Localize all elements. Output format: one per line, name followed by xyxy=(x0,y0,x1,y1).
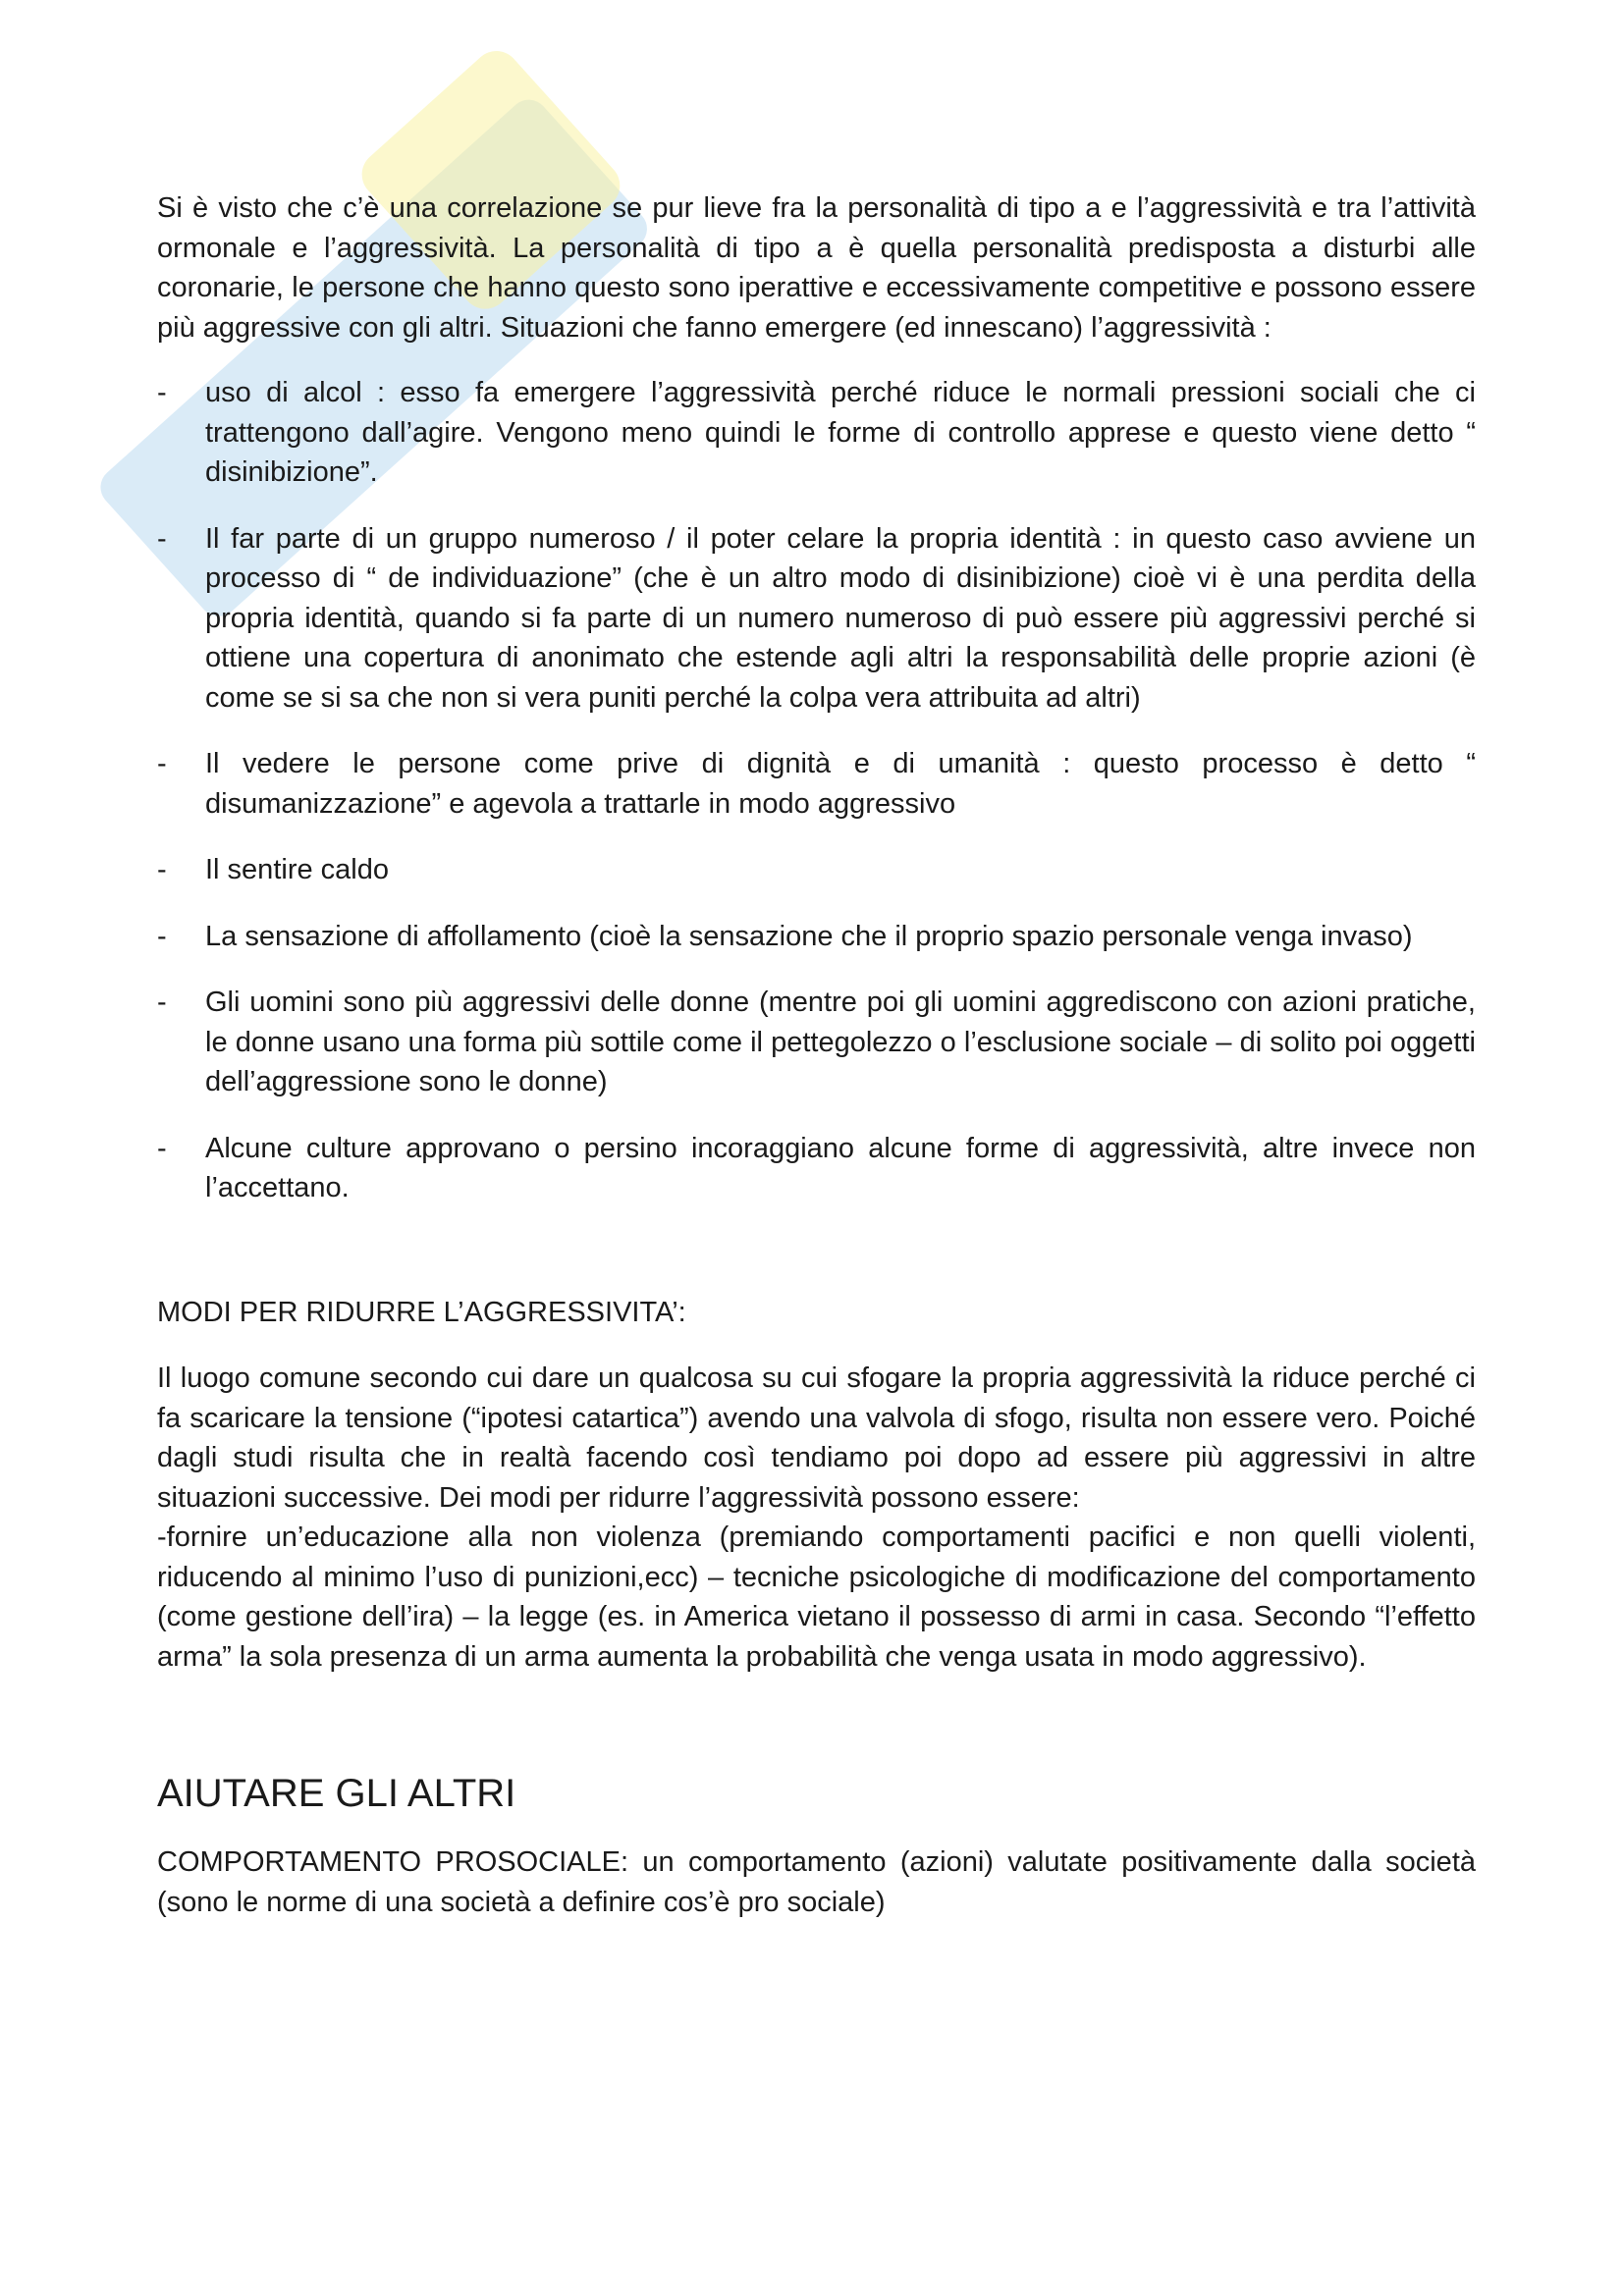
bullet-dash: - xyxy=(157,854,167,885)
bullet-dash: - xyxy=(157,377,167,408)
list-item xyxy=(157,744,1476,824)
section-title-helping-others: AIUTARE GLI ALTRI xyxy=(157,1772,516,1815)
reduce-aggression-heading: MODI PER RIDURRE L’AGGRESSIVITA’: xyxy=(157,1296,686,1328)
list-item xyxy=(157,519,1476,719)
aggression-triggers-list xyxy=(157,373,1476,1208)
list-item-text: Gli uomini sono più aggressivi delle donne (mentre poi gli uomini aggrediscono con azioni pratiche, le donne usano una forma più sottile come il pettegolezzo o l’esclusione sociale – di solito poi oggetti dell’aggressione sono le donne) xyxy=(205,987,1476,1097)
list-item xyxy=(157,850,1476,890)
list-item-text: Il sentire caldo xyxy=(205,854,389,885)
bullet-dash: - xyxy=(157,748,167,779)
list-item-text: La sensazione di affollamento (cioè la sensazione che il proprio spazio personale venga invaso) xyxy=(205,920,1413,952)
list-item-text: Il far parte di un gruppo numeroso / il poter celare la propria identità : in questo caso avviene un processo di “ de individuazione” (che è un altro modo di disinibizione) cioè vi è una perdita della propria identità, quando si fa parte di un numero numeroso di può essere più aggressivi perché si ottiene una copertura di anonimato che estende agli altri la responsabilità delle proprie azioni (è come se si sa che non si vera puniti perché la colpa vera attribuita ad altri) xyxy=(205,522,1476,714)
reduce-aggression-methods: -fornire un’educazione alla non violenza (premiando comportamenti pacifici e non quelli violenti, riducendo al minimo l’uso di punizioni,ecc) – tecniche psicologiche di modificazione del comportamento (come gestione dell’ira) – la legge (es. in America vietano il possesso di armi in casa. Secondo “l’effetto arma” la sola presenza di un arma aumenta la probabilità che venga usata in modo aggressivo). xyxy=(157,1522,1476,1673)
reduce-aggression-paragraph: Il luogo comune secondo cui dare un qualcosa su cui sfogare la propria aggressività la riduce perché ci fa scaricare la tensione (“ipotesi catartica”) avendo una valvola di sfogo, risulta non essere vero. Poiché dagli studi risulta che in realtà facendo così tendiamo poi dopo ad essere più aggressivi in altre situazioni successive. Dei modi per ridurre l’aggressività possono essere: xyxy=(157,1362,1476,1514)
intro-paragraph: Si è visto che c’è una correlazione se pur lieve fra la personalità di tipo a e l’aggressività e tra l’attività ormonale e l’aggressività. La personalità di tipo a è quella personalità predisposta a disturbi alle coronarie, le persone che hanno questo sono iperattive e eccessivamente competitive e possono essere più aggressive con gli altri. Situazioni che fanno emergere (ed innescano) l’aggressività : xyxy=(157,192,1476,344)
list-item xyxy=(157,917,1476,957)
list-item xyxy=(157,983,1476,1102)
bullet-dash: - xyxy=(157,920,167,952)
document-page xyxy=(157,188,1476,1922)
bullet-dash: - xyxy=(157,522,167,555)
list-item xyxy=(157,373,1476,493)
bullet-dash: - xyxy=(157,987,167,1018)
list-item-text: Il vedere le persone come prive di dignità e di umanità : questo processo è detto “ disumanizzazione” e agevola a trattarle in modo aggressivo xyxy=(205,748,1476,820)
list-item xyxy=(157,1129,1476,1208)
list-item-text: Alcune culture approvano o persino incoraggiano alcune forme di aggressività, altre invece non l’accettano. xyxy=(205,1132,1476,1203)
prosocial-paragraph: COMPORTAMENTO PROSOCIALE: un comportamento (azioni) valutate positivamente dalla società (sono le norme di una società a definire cos’è pro sociale) xyxy=(157,1846,1476,1918)
bullet-dash: - xyxy=(157,1132,167,1164)
list-item-text: uso di alcol : esso fa emergere l’aggressività perché riduce le normali pressioni sociali che ci trattengono dall’agire. Vengono meno quindi le forme di controllo apprese e questo viene detto “ disinibizione”. xyxy=(205,377,1476,488)
